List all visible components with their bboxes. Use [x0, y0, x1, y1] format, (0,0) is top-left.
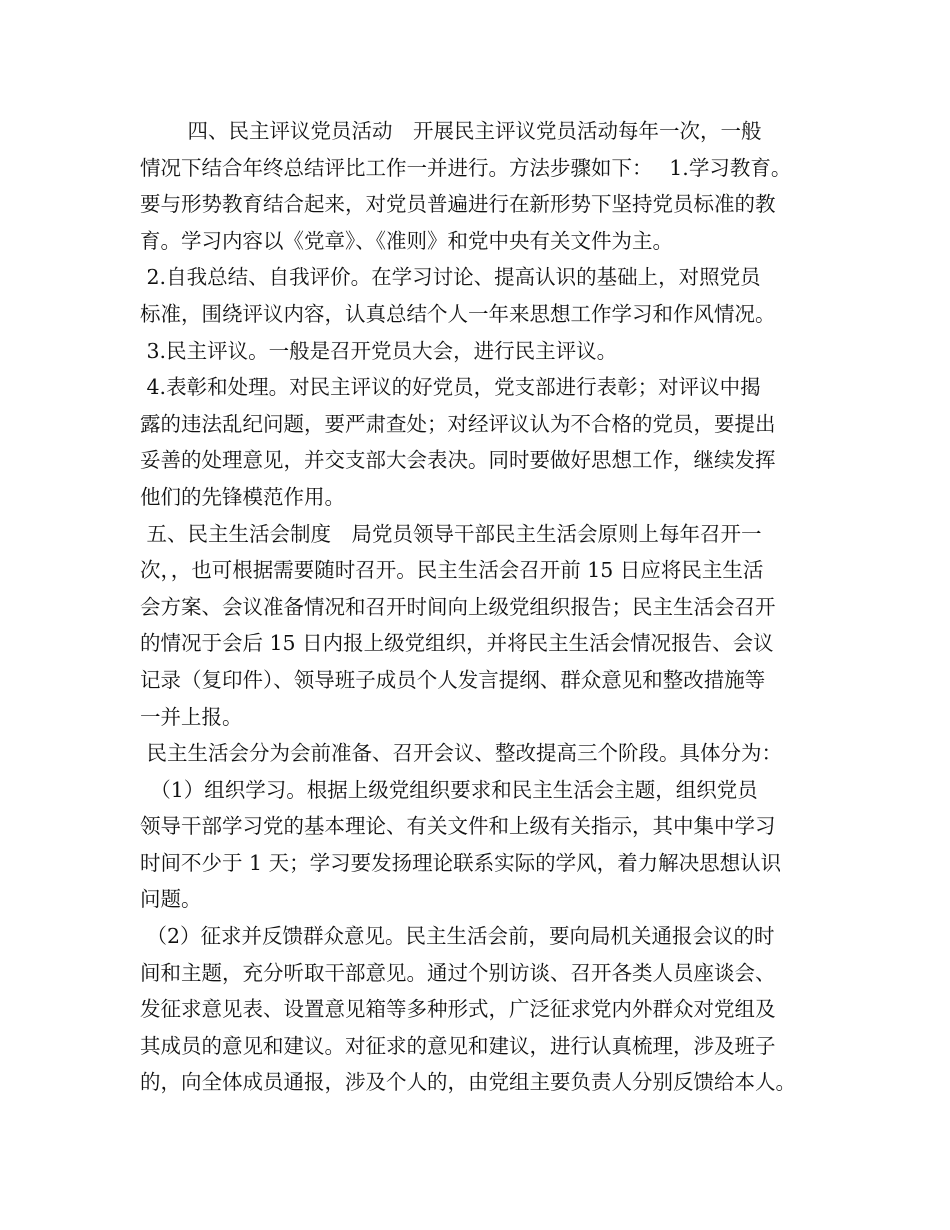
text-line: 记录（复印件）、领导班子成员个人发言提纲、群众意见和整改措施等	[140, 667, 766, 692]
text-line: 要与形势教育结合起来，对党员普遍进行在新形势下坚持党员标准的教	[140, 192, 776, 217]
text-line: 3.民主评议。一般是召开党员大会，进行民主评议。	[140, 338, 618, 363]
text-line: 他们的先锋模范作用。	[140, 484, 345, 509]
text-line: 的，向全体成员通报，涉及个人的，由党组主要负责人分别反馈给本人。	[140, 1070, 796, 1095]
text-line: 其成员的意见和建议。对征求的意见和建议，进行认真梳理，涉及班子	[140, 1033, 776, 1058]
text-line: 育。学习内容以《党章》、《准则》和党中央有关文件为主。	[140, 228, 673, 253]
text-line: （2）征求并反馈群众意见。民主生活会前，要向局机关通报会议的时	[140, 924, 775, 949]
text-line: 时间不少于 1 天；学习要发扬理论联系实际的学风，着力解决思想认识	[140, 850, 782, 875]
document-body	[140, 113, 830, 1101]
text-line: 发征求意见表、设置意见箱等多种形式，广泛征求党内外群众对党组及	[140, 997, 776, 1022]
text-line: 的情况于会后 15 日内报上级党组织，并将民主生活会情况报告、会议	[140, 631, 774, 656]
text-line: 问题。	[140, 887, 202, 912]
text-line: 妥善的处理意见，并交支部大会表决。同时要做好思想工作，继续发挥	[140, 448, 776, 473]
text-line: 4.表彰和处理。对民主评议的好党员，党支部进行表彰；对评议中揭	[140, 375, 761, 400]
text-line: 次，，也可根据需要随时召开。民主生活会召开前 15 日应将民主生活	[140, 558, 764, 583]
text-line: 五、民主生活会制度 局党员领导干部民主生活会原则上每年召开一	[140, 521, 762, 546]
text-line: 情况下结合年终总结评比工作一并进行。方法步骤如下： 1.学习教育。	[140, 155, 792, 180]
text-line: 一并上报。	[140, 704, 243, 729]
text-line: 四、民主评议党员活动 开展民主评议党员活动每年一次，一般	[140, 119, 762, 143]
text-line: 标准，围绕评议内容，认真总结个人一年来思想工作学习和作风情况。	[140, 301, 776, 326]
text-line: 2.自我总结、自我评价。在学习讨论、提高认识的基础上，对照党员	[140, 265, 761, 290]
text-line: 露的违法乱纪问题，要严肃查处；对经评议认为不合格的党员，要提出	[140, 411, 776, 436]
text-line: 会方案、会议准备情况和召开时间向上级党组织报告；民主生活会召开	[140, 594, 776, 619]
text-line: 间和主题，充分听取干部意见。通过个别访谈、召开各类人员座谈会、	[140, 960, 776, 985]
text-line: 领导干部学习党的基本理论、有关文件和上级有关指示，其中集中学习	[140, 814, 776, 839]
text-line: （1）组织学习。根据上级党组织要求和民主生活会主题，组织党员	[140, 777, 758, 802]
text-line: 民主生活会分为会前准备、召开会议、整改提高三个阶段。具体分为：	[140, 741, 783, 766]
